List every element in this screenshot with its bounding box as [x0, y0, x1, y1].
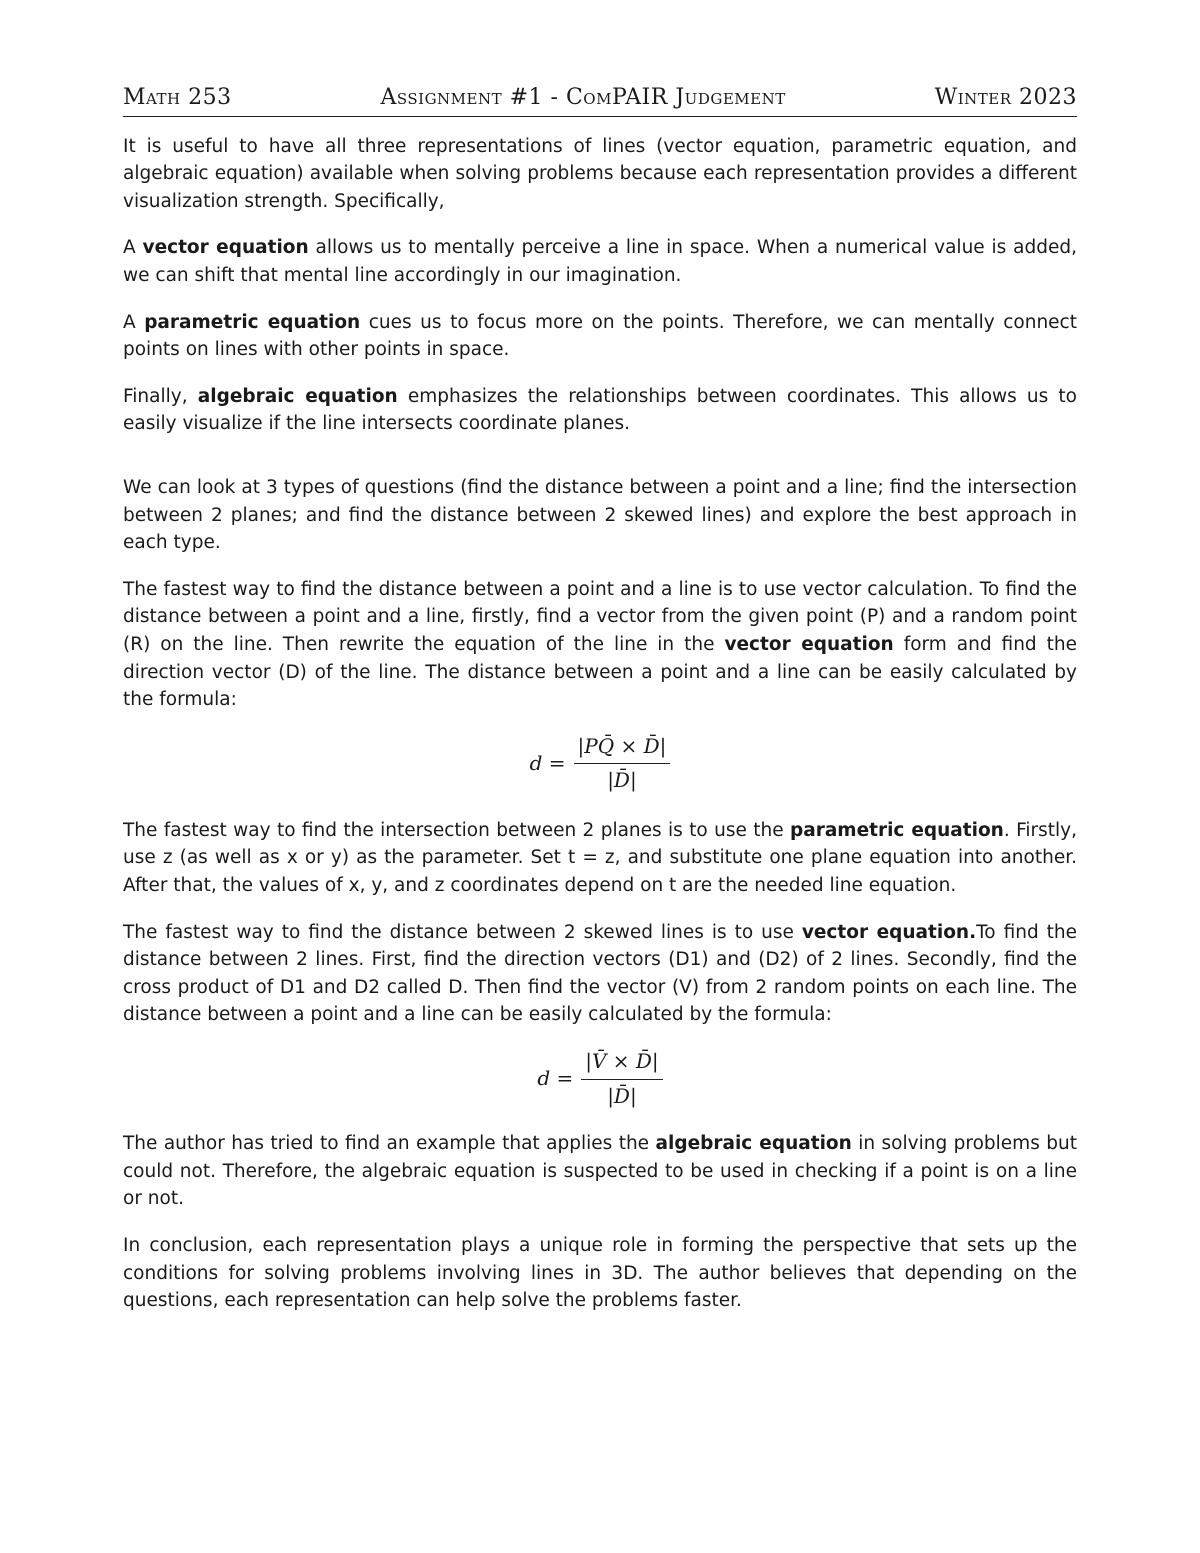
algebraic-usage-paragraph: The author has tried to find an example that applies the algebraic equation in solving problems but could not. Therefore, the algebraic equation is suspected to be used in checking if a point is on a line or not.: [123, 1133, 1077, 1210]
formula-lhs: d =: [529, 750, 566, 775]
formula-fraction: [574, 733, 671, 795]
vector-equation-paragraph: A vector equation allows us to mentally perceive a line in space. When a numerical value is added, we can shift that mental line accordingly in our imagination.: [123, 237, 1077, 286]
formula-numerator: |V̄ × D̄|: [581, 1048, 662, 1080]
skew-lines-distance-formula: [123, 1048, 1077, 1110]
plane-intersection-paragraph: The fastest way to find the intersection between 2 planes is to use the parametric equation. Firstly, use z (as well as x or y) as the parameter. Set t = z, and substitute one plane equation into another. After that, the values of x, y, and z coordinates depend on t are the needed line equation.: [123, 819, 1077, 897]
skew-lines-paragraph: The fastest way to find the distance between 2 skewed lines is to use vector equation.To find the distance between 2 lines. First, find the direction vectors (D1) and (D2) of 2 lines. Secondly, find the cross product of D1 and D2 called D. Then find the vector (V) from 2 random points on each line. The distance between a point and a line can be easily calculated by the formula:: [123, 921, 1078, 1026]
conclusion-paragraph: In conclusion, each representation plays a unique role in forming the perspective that sets up the conditions for solving problems involving lines in 3D. The author believes that depending on the questions, each representation can help solve the problems faster.: [123, 1235, 1077, 1312]
page-header: [123, 84, 1077, 117]
parametric-equation-paragraph: A parametric equation cues us to focus more on the points. Therefore, we can mentally connect points on lines with other points in space.: [123, 311, 1077, 361]
document-page: [123, 84, 1077, 1334]
algebraic-equation-paragraph: Finally, algebraic equation emphasizes the relationships between coordinates. This allows us to easily visualize if the line intersects coordinate planes.: [123, 385, 1077, 435]
question-types-paragraph: We can look at 3 types of questions (find the distance between a point and a line; find the intersection between 2 planes; and find the distance between 2 skewed lines) and explore the best approach in each type.: [123, 476, 1077, 554]
assignment-title: Assignment #1 - ComPAIR Judgement: [380, 85, 786, 110]
term-label: Winter 2023: [934, 85, 1077, 110]
intro-paragraph: It is useful to have all three representations of lines (vector equation, parametric equation, and algebraic equation) available when solving problems because each representation provides a different visualization strength. Specifically,: [123, 135, 1077, 212]
formula-fraction: [581, 1048, 662, 1110]
point-line-distance-formula: [123, 733, 1077, 795]
formula-numerator: |PQ̄ × D̄|: [574, 733, 671, 765]
point-line-distance-paragraph: The fastest way to find the distance between a point and a line is to use vector calculation. To find the distance between a point and a line, firstly, find a vector from the given point (P) and a random point (R) on the line. Then rewrite the equation of the line in the vector equation form and find the direction vector (D) of the line. The distance between a point and a line can be easily calculated by the formula:: [123, 578, 1077, 711]
course-label: Math 253: [123, 85, 232, 110]
formula-denominator: |D̄|: [607, 1083, 637, 1108]
formula-lhs: d =: [537, 1066, 574, 1091]
formula-denominator: |D̄|: [607, 768, 637, 793]
